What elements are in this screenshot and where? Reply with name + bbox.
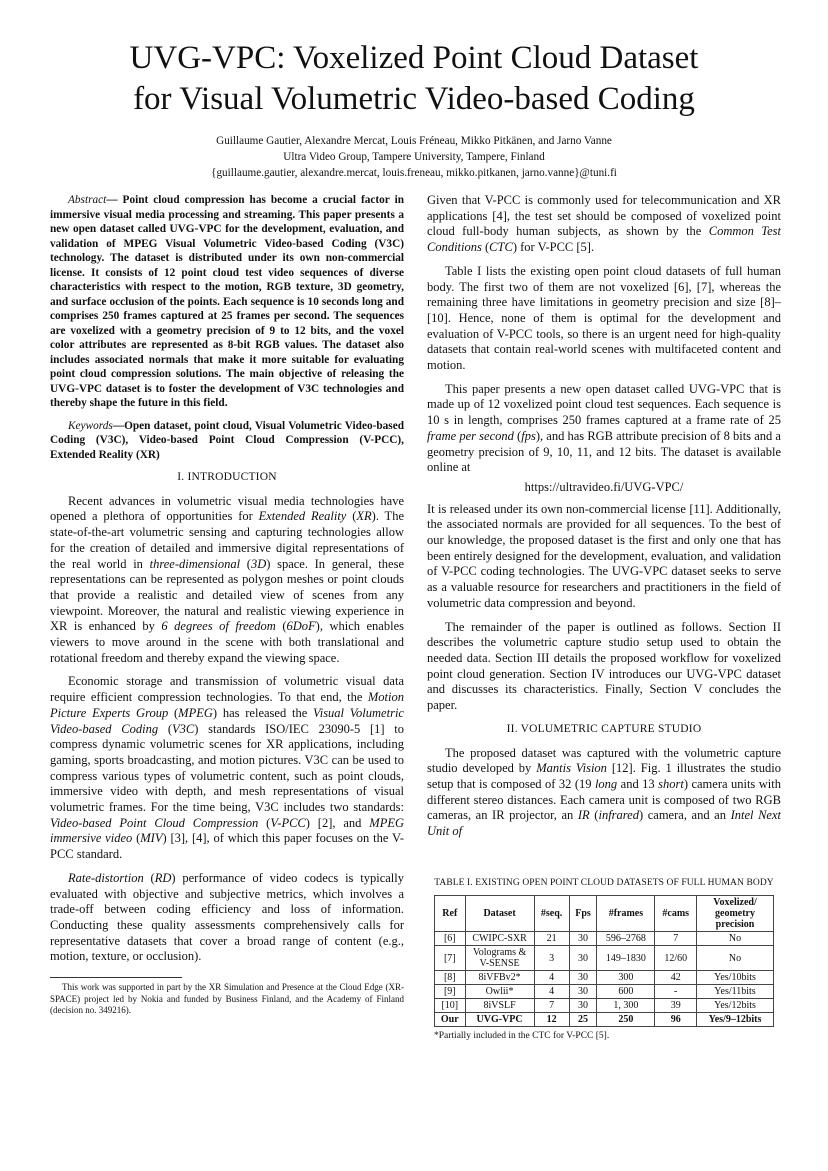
table-cell: Yes/12bits bbox=[697, 999, 774, 1013]
table-row bbox=[435, 971, 774, 985]
table-cell: 39 bbox=[655, 999, 697, 1013]
table-cell: No bbox=[697, 946, 774, 971]
keywords-body: —Open dataset, point cloud, Visual Volumetric Video-based Coding (V3C), Video-based Point Cloud Compression (V-PCC), Extended Reality (XR) bbox=[50, 419, 404, 461]
table-header-cell: Dataset bbox=[465, 896, 534, 932]
dataset-url[interactable]: https://ultravideo.fi/UVG-VPC/ bbox=[524, 479, 684, 494]
table-cell: 30 bbox=[569, 971, 597, 985]
table-note: *Partially included in the CTC for V-PCC [5]. bbox=[434, 1031, 610, 1042]
table-cell: 12/60 bbox=[655, 946, 697, 971]
table-cell: 25 bbox=[569, 1013, 597, 1027]
table-row bbox=[435, 946, 774, 971]
table-caption: TABLE I. EXISTING OPEN POINT CLOUD DATASETS OF FULL HUMAN BODY bbox=[434, 877, 774, 888]
abstract-lead: Abstract bbox=[68, 194, 107, 206]
datasets-table bbox=[434, 895, 774, 1027]
table-cell: 7 bbox=[655, 932, 697, 946]
table-cell: 21 bbox=[534, 932, 569, 946]
table-cell: [8] bbox=[435, 971, 466, 985]
table-cell: 30 bbox=[569, 946, 597, 971]
author-block bbox=[0, 133, 828, 181]
table-cell: No bbox=[697, 932, 774, 946]
table-cell: Yes/9–12bits bbox=[697, 1013, 774, 1027]
table-cell: 3 bbox=[534, 946, 569, 971]
table-cell: [10] bbox=[435, 999, 466, 1013]
table-cell: 596–2768 bbox=[597, 932, 655, 946]
right-paragraph-5: The remainder of the paper is outlined as follows. Section II describes the volumetric capture studio setup used to obtain the needed data. Section III details the proposed workflow for voxelized point cloud generation. Section IV introduces our UVG-VPC dataset and discusses its characteristics. Finally, Section V concludes the paper. bbox=[427, 619, 781, 713]
table-cell: 7 bbox=[534, 999, 569, 1013]
right-paragraph-2: Table I lists the existing open point cloud datasets of full human body. The first two of them are not voxelized [6], [7], whereas the remaining three have limitations in geometry precision and size [8]–[10]. Hence, none of them is optimal for the development and evaluation of V-PCC tools, so there is an urgent need for high-quality datasets that contain real-world scenes with multifaceted content and motion. bbox=[427, 263, 781, 373]
table-cell: 1, 300 bbox=[597, 999, 655, 1013]
author-affiliation: Ultra Video Group, Tampere University, Tampere, Finland bbox=[283, 151, 545, 163]
table-cell: Yes/11bits bbox=[697, 985, 774, 999]
section-heading-capture-studio: II. VOLUMETRIC CAPTURE STUDIO bbox=[506, 722, 702, 735]
table-cell: 300 bbox=[597, 971, 655, 985]
right-column bbox=[427, 193, 781, 1045]
table-cell: - bbox=[655, 985, 697, 999]
keywords bbox=[50, 419, 404, 463]
title-line-2: for Visual Volumetric Video-based Coding bbox=[133, 81, 695, 117]
intro-paragraph-1: Recent advances in volumetric visual media technologies have opened a plethora of opportunities for Extended Reality (XR). The state-of-the-art volumetric sensing and capturing technologies allow for the creation of detailed and immersive digital representations of the real world in three-dimensional (3D) space. In general, these representations can be represented as polygon meshes or point clouds that provide a realistic and detailed view of scenes from any viewpoint. Moreover, the natural and realistic viewing experience in XR is enhanced by 6 degrees of freedom (6DoF), which enables viewers to move around in the scene with both translational and rotational freedom and thereby expand the viewing space. bbox=[50, 493, 404, 665]
table-row bbox=[435, 932, 774, 946]
table-row bbox=[435, 999, 774, 1013]
table-cell: Volograms & V-SENSE bbox=[465, 946, 534, 971]
footnote-rule bbox=[50, 977, 182, 978]
table-cell: 96 bbox=[655, 1013, 697, 1027]
table-cell: 42 bbox=[655, 971, 697, 985]
table-header-cell: #seq. bbox=[534, 896, 569, 932]
author-names: Guillaume Gautier, Alexandre Mercat, Louis Fréneau, Mikko Pitkänen, and Jarno Vanne bbox=[216, 135, 612, 147]
table-cell: [7] bbox=[435, 946, 466, 971]
table-cell: 30 bbox=[569, 999, 597, 1013]
table-row-ours bbox=[435, 1013, 774, 1027]
section-heading-introduction: I. INTRODUCTION bbox=[177, 471, 277, 483]
table-header-cell: Voxelized/ geometry precision bbox=[697, 896, 774, 932]
right-paragraph-6: The proposed dataset was captured with the volumetric capture studio developed by Mantis Vision [12]. Fig. 1 illustrates the studio setup that is composed of 32 (19 long and 13 short) camera units with different stereo distances. Each camera unit is composed of two RGB cameras, an IR projector, an IR (infrared) camera, and an Intel Next Unit of bbox=[427, 745, 781, 839]
title-line-1: UVG-VPC: Voxelized Point Cloud Dataset bbox=[129, 40, 699, 76]
table-cell: Our bbox=[435, 1013, 466, 1027]
table-header-row bbox=[435, 896, 774, 932]
table-cell: 600 bbox=[597, 985, 655, 999]
author-emails: {guillaume.gautier, alexandre.mercat, louis.freneau, mikko.pitkanen, jarno.vanne}@tuni.fi bbox=[211, 167, 617, 179]
table-cell: 12 bbox=[534, 1013, 569, 1027]
table-cell: 30 bbox=[569, 985, 597, 999]
table-cell: 30 bbox=[569, 932, 597, 946]
table-cell: 250 bbox=[597, 1013, 655, 1027]
table-cell: Yes/10bits bbox=[697, 971, 774, 985]
abstract bbox=[50, 193, 404, 411]
intro-paragraph-3: Rate-distortion (RD) performance of video codecs is typically evaluated with objective and subjective metrics, which involves a trade-off between coding efficiency and loss of information. Conducting these quality assessments comprehensively calls for representative datasets that cover a broad range of content (e.g., motion, texture, or occlusion). bbox=[50, 870, 404, 964]
table-header-cell: #cams bbox=[655, 896, 697, 932]
paper-title bbox=[0, 38, 828, 120]
table-cell: Owlii* bbox=[465, 985, 534, 999]
table-row bbox=[435, 985, 774, 999]
right-paragraph-1: Given that V-PCC is commonly used for telecommunication and XR applications [4], the test set should be composed of voxelized point cloud full-body human subjects, as shown by the Common Test Conditions (CTC) for V-PCC [5]. bbox=[427, 193, 781, 255]
table-header-cell: Fps bbox=[569, 896, 597, 932]
right-paragraph-4: It is released under its own non-commercial license [11]. Additionally, the associated normals are provided for all sequences. To the best of our knowledge, the proposed dataset is the first and only one that has been entirely designed for the development, evaluation, and validation of V-PCC coding technologies. The UVG-VPC dataset seeks to serve as a valuable resource for researchers and practitioners in the field of volumetric data compression and beyond. bbox=[427, 501, 781, 610]
table-cell: UVG-VPC bbox=[465, 1013, 534, 1027]
funding-footnote: This work was supported in part by the XR Simulation and Presence at the Cloud Edge (XR-SPACE) project led by Nokia and funded by Business Finland, and the Academy of Finland (decision no. 349216). bbox=[50, 982, 404, 1016]
left-column bbox=[50, 193, 404, 1017]
intro-paragraph-2: Economic storage and transmission of volumetric visual data require efficient compression technologies. To that end, the Motion Picture Experts Group (MPEG) has released the Visual Volumetric Video-based Coding (V3C) standards ISO/IEC 23090-5 [1] to compress dynamic volumetric scenes for XR applications, including gaming, sports broadcasting, and motion pictures. V3C can be used to compress various types of volumetric content, such as point clouds, immersive video with depth, and mesh representations of visual volumetric frames. For the time being, V3C includes two standards: Video-based Point Cloud Compression (V-PCC) [2], and MPEG immersive video (MIV) [3], [4], of which this paper focuses on the V-PCC standard. bbox=[50, 674, 404, 862]
table-cell: [9] bbox=[435, 985, 466, 999]
abstract-body: — Point cloud compression has become a crucial factor in immersive visual media processing and streaming. This paper presents a new open dataset called UVG-VPC for the development, evaluation, and validation of MPEG Visual Volumetric Video-based Coding (V3C) technology. The dataset is distributed under its own non-commercial license. It consists of 12 point cloud test video sequences of diverse characteristics with respect to the motion, RGB texture, 3D geometry, and surface occlusion of the points. Each sequence is 10 seconds long and comprises 250 frames captured at 25 frames per second. The sequences are voxelized with a geometry precision of 9 to 12 bits, and the voxel color attributes are represented as 8-bit RGB values. The dataset also includes associated normals that make it more suitable for evaluating point cloud compression solutions. The main objective of releasing the UVG-VPC dataset is to foster the development of V3C technologies and thereby shape the future in this field. bbox=[50, 194, 404, 409]
table-header-cell: Ref bbox=[435, 896, 466, 932]
table-cell: 4 bbox=[534, 985, 569, 999]
table-cell: 149–1830 bbox=[597, 946, 655, 971]
keywords-lead: Keywords bbox=[68, 419, 113, 432]
right-paragraph-3: This paper presents a new open dataset called UVG-VPC that is made up of 12 voxelized point cloud test sequences. Each sequence is 10 s in length, comprises 250 frames captured at a frame rate of 25 frame per second (fps), and has RGB attribute precision of 8 bits and a geometry precision of 9, 10, 11, and 12 bits. The dataset is available online at bbox=[427, 381, 781, 475]
table-cell: CWIPC-SXR bbox=[465, 932, 534, 946]
table-cell: [6] bbox=[435, 932, 466, 946]
table-cell: 4 bbox=[534, 971, 569, 985]
table-header-cell: #frames bbox=[597, 896, 655, 932]
table-cell: 8iVFBv2* bbox=[465, 971, 534, 985]
table-cell: 8iVSLF bbox=[465, 999, 534, 1013]
